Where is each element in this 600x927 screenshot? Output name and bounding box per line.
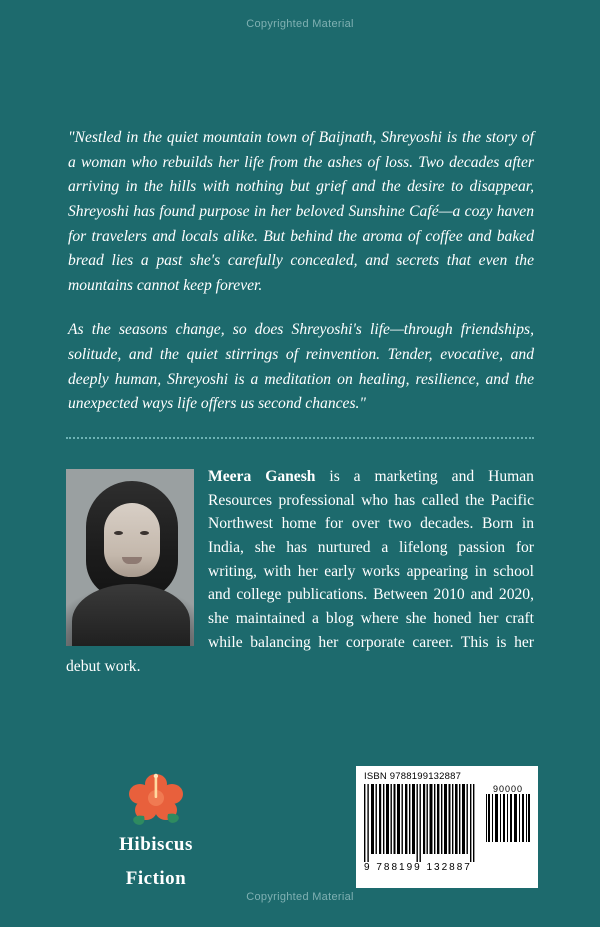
author-name: Meera Ganesh bbox=[208, 468, 316, 485]
author-bio-text: is a marketing and Human Resources professional who has called the Pacific Northwest home for over two decades. Born in India, she has nurtured a lifelong passion for writing, with her early works appearing in school and college publications. Between 2010 and 2020, she maintained a blog where she honed her craft while balancing her corporate career. This is her debut work. bbox=[66, 468, 534, 675]
copyright-watermark-top: Copyrighted Material bbox=[246, 18, 354, 30]
isbn-label: ISBN 9788199132887 bbox=[364, 771, 462, 782]
barcode-addon-bars bbox=[486, 794, 530, 842]
portrait-eye-left bbox=[114, 531, 123, 535]
barcode-addon bbox=[486, 784, 530, 842]
barcode-block bbox=[356, 766, 538, 888]
blurb-paragraph-2: As the seasons change, so does Shreyoshi's life—through friendships, solitude, and the quiet stirrings of reinvention. Tender, evocative, and deeply human, Shreyoshi is a meditation on healing, resilience, and the unexpected ways life offers us second chances." bbox=[68, 321, 534, 413]
barcode-ean-bars bbox=[362, 784, 482, 862]
hibiscus-flower-icon bbox=[124, 770, 188, 828]
copyright-watermark-bottom: Copyrighted Material bbox=[246, 891, 354, 903]
book-blurb bbox=[68, 126, 534, 417]
barcode-ean-digits: 9 788199 132887 bbox=[364, 862, 472, 873]
author-photo bbox=[66, 469, 194, 646]
imprint-subtitle: Fiction bbox=[125, 868, 187, 889]
dotted-divider bbox=[66, 437, 534, 439]
portrait-eye-right bbox=[140, 531, 149, 535]
publisher-imprint bbox=[66, 770, 246, 890]
barcode-addon-digits: 90000 bbox=[492, 784, 524, 794]
blurb-paragraph-1: "Nestled in the quiet mountain town of Baijnath, Shreyoshi is the story of a woman who rebuilds her life from the ashes of loss. Two decades after arriving in the hills with nothing but grief and the desire to disappear, Shreyoshi has found purpose in her beloved Sunshine Café—a cozy haven for travelers and locals alike. But behind the aroma of coffee and baked bread lies a past she's carefully concealed, and secrets that even the mountains cannot keep forever. bbox=[68, 129, 534, 294]
author-section bbox=[66, 465, 534, 678]
imprint-name: Hibiscus bbox=[119, 834, 193, 855]
portrait-face bbox=[104, 503, 160, 577]
